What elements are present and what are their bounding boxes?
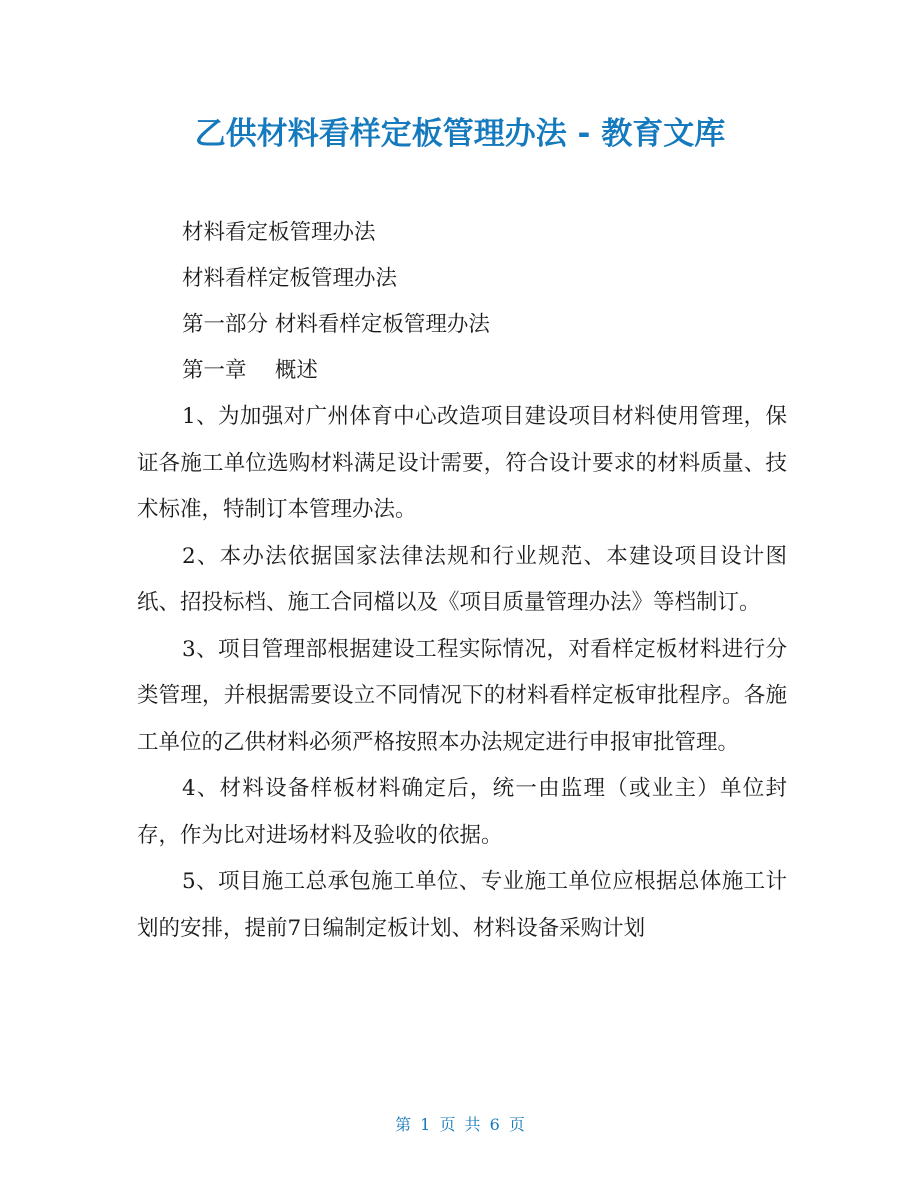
paragraph-3: 3、项目管理部根据建设工程实际情况，对看样定板材料进行分类管理，并根据需要设立不同情况下的材料看样定板审批程序。各施工单位的乙供材料必须严格按照本办法规定进行申报审批管理。 (137, 636, 787, 755)
heading-line: 材料看样定板管理办法 (182, 266, 398, 291)
paragraph-5: 5、项目施工总承包施工单位、专业施工单位应根据总体施工计划的安排，提前7日编制定板计划、材料设备采购计划 (137, 869, 787, 941)
part-heading: 第一部分 材料看样定板管理办法 (182, 312, 490, 337)
document-body (137, 210, 787, 952)
chapter-heading: 第一章 概述 (182, 358, 318, 383)
document-title: 乙供材料看样定板管理办法 - 教育文库 (194, 116, 726, 152)
paragraph-1: 1、为加强对广州体育中心改造项目建设项目材料使用管理，保证各施工单位选购材料满足设计需要，符合设计要求的材料质量、技术标准，特制订本管理办法。 (137, 404, 787, 522)
paragraph-2: 2、本办法依据国家法律法规和行业规范、本建设项目设计图纸、招投标档、施工合同檔以及《项目质量管理办法》等档制订。 (137, 543, 787, 615)
heading-line: 材料看定板管理办法 (182, 220, 376, 245)
page-footer: 第 1 页 共 6 页 (395, 1115, 525, 1134)
paragraph-4: 4、材料设备样板材料确定后，统一由监理（或业主）单位封存，作为比对进场材料及验收的依据。 (137, 776, 787, 848)
